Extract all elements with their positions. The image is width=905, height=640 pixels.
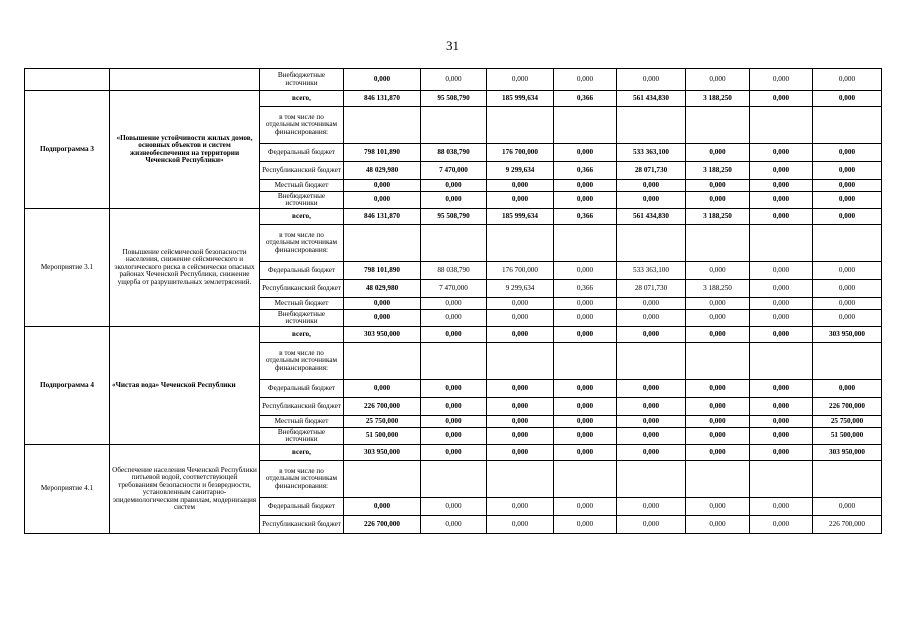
value-cell: 0,000 [421,310,487,327]
source-label: Республиканский бюджет [260,162,344,180]
budget-table-body [25,69,882,534]
value-cell: 0,000 [421,180,487,192]
source-label: Местный бюджет [260,180,344,192]
table-row [25,91,882,107]
value-cell: 0,000 [617,398,686,416]
value-cell: 0,000 [554,262,617,280]
value-cell: 561 434,830 [617,91,686,107]
value-cell: 0,000 [421,498,487,516]
value-cell: 0,000 [617,298,686,310]
value-cell: 0,000 [686,416,750,428]
value-cell [617,461,686,498]
value-cell [487,225,554,262]
source-label: Республиканский бюджет [260,280,344,298]
value-cell: 0,000 [487,192,554,209]
value-cell: 0,000 [617,445,686,461]
value-cell: 0,000 [344,192,421,209]
subprogram-description: «Повышение устойчивости жилых домов, основных объектов и систем жизнеобеспечения на территории Чеченской Республики» [110,91,260,209]
value-cell: 0,000 [686,262,750,280]
value-cell: 51 500,000 [813,428,882,445]
value-cell: 533 363,100 [617,144,686,162]
source-label: в том числе по отдельным источникам финансирования: [260,343,344,380]
value-cell: 846 131,870 [344,209,421,225]
value-cell: 0,000 [421,380,487,398]
value-cell: 0,000 [487,298,554,310]
value-cell: 0,000 [750,162,813,180]
value-cell: 0,000 [750,69,813,91]
value-cell: 28 071,730 [617,280,686,298]
value-cell: 0,000 [813,498,882,516]
value-cell: 0,000 [554,327,617,343]
value-cell: 95 508,790 [421,91,487,107]
value-cell: 303 950,000 [813,445,882,461]
value-cell: 226 700,000 [344,516,421,534]
value-cell: 0,000 [686,516,750,534]
value-cell: 28 071,730 [617,162,686,180]
value-cell: 48 029,980 [344,280,421,298]
value-cell: 0,000 [554,416,617,428]
source-label: Местный бюджет [260,416,344,428]
source-label: Внебюджетные источники [260,310,344,327]
value-cell: 0,000 [617,69,686,91]
value-cell: 0,000 [344,498,421,516]
value-cell: 0,000 [813,209,882,225]
value-cell: 0,000 [686,310,750,327]
value-cell: 0,000 [617,180,686,192]
value-cell: 0,000 [686,428,750,445]
value-cell [813,225,882,262]
value-cell: 0,000 [617,327,686,343]
source-label: Внебюджетные источники [260,69,344,91]
source-label: всего, [260,445,344,461]
value-cell: 0,000 [686,69,750,91]
value-cell: 226 700,000 [813,516,882,534]
value-cell [421,343,487,380]
source-label: всего, [260,327,344,343]
value-cell: 0,000 [487,498,554,516]
value-cell: 0,000 [750,310,813,327]
value-cell [421,225,487,262]
value-cell: 0,000 [750,209,813,225]
value-cell: 0,000 [813,180,882,192]
value-cell: 0,000 [617,310,686,327]
source-label: Федеральный бюджет [260,498,344,516]
value-cell: 0,000 [421,327,487,343]
budget-table [24,68,882,534]
value-cell [554,343,617,380]
value-cell: 0,000 [686,498,750,516]
source-label: Внебюджетные источники [260,192,344,209]
value-cell: 48 029,980 [344,162,421,180]
value-cell: 185 999,634 [487,209,554,225]
value-cell: 0,000 [686,380,750,398]
value-cell: 0,000 [554,69,617,91]
value-cell: 0,000 [421,416,487,428]
value-cell: 0,000 [487,310,554,327]
value-cell [750,461,813,498]
value-cell [554,107,617,144]
value-cell: 0,000 [617,192,686,209]
value-cell: 0,000 [487,69,554,91]
value-cell: 0,000 [617,516,686,534]
value-cell: 95 508,790 [421,209,487,225]
value-cell [344,107,421,144]
value-cell [686,343,750,380]
source-label: Федеральный бюджет [260,144,344,162]
value-cell: 303 950,000 [813,327,882,343]
source-label: всего, [260,91,344,107]
value-cell: 0,000 [813,144,882,162]
value-cell [554,461,617,498]
value-cell: 0,000 [554,428,617,445]
value-cell: 176 700,000 [487,262,554,280]
value-cell: 0,000 [750,144,813,162]
value-cell: 0,000 [813,380,882,398]
value-cell: 7 470,000 [421,280,487,298]
value-cell: 0,000 [686,144,750,162]
value-cell: 0,000 [617,416,686,428]
page-number: 31 [446,38,459,53]
value-cell: 0,000 [750,298,813,310]
value-cell: 176 700,000 [487,144,554,162]
value-cell: 0,000 [344,380,421,398]
value-cell: 88 038,790 [421,262,487,280]
value-cell: 0,000 [554,445,617,461]
value-cell: 0,000 [686,445,750,461]
value-cell: 0,000 [344,310,421,327]
value-cell: 0,366 [554,280,617,298]
measure-description: Обеспечение населения Чеченской Республики питьевой водой, соответствующей требованиям безопасности и безвредности, установленным санитарно-эпидемиологическим правилам, модернизация систем [110,445,260,534]
value-cell [686,107,750,144]
subprogram-label: Подпрограмма 4 [25,327,110,445]
value-cell: 0,000 [487,180,554,192]
value-cell: 0,000 [750,327,813,343]
value-cell: 0,000 [750,280,813,298]
value-cell: 0,000 [487,380,554,398]
value-cell: 51 500,000 [344,428,421,445]
value-cell: 303 950,000 [344,327,421,343]
value-cell: 0,000 [487,398,554,416]
value-cell: 0,366 [554,91,617,107]
value-cell: 0,000 [750,445,813,461]
value-cell: 9 299,634 [487,280,554,298]
value-cell: 0,000 [554,192,617,209]
value-cell: 0,000 [554,498,617,516]
value-cell: 25 750,000 [813,416,882,428]
value-cell [487,461,554,498]
value-cell [750,107,813,144]
value-cell [617,343,686,380]
table-row [25,327,882,343]
value-cell [750,225,813,262]
value-cell: 0,000 [686,180,750,192]
value-cell [487,343,554,380]
value-cell: 0,000 [813,280,882,298]
value-cell: 0,000 [750,416,813,428]
value-cell: 0,000 [750,180,813,192]
value-cell: 0,000 [750,192,813,209]
value-cell: 0,000 [421,298,487,310]
value-cell: 0,000 [554,398,617,416]
value-cell [813,461,882,498]
value-cell: 0,000 [686,398,750,416]
value-cell: 303 950,000 [344,445,421,461]
value-cell: 0,000 [750,498,813,516]
value-cell [344,461,421,498]
source-label: Республиканский бюджет [260,516,344,534]
value-cell: 561 434,830 [617,209,686,225]
value-cell [617,225,686,262]
table-row [25,69,882,91]
value-cell: 0,000 [750,91,813,107]
subprogram-label: Подпрограмма 3 [25,91,110,209]
value-cell: 0,000 [750,428,813,445]
value-cell [487,107,554,144]
value-cell [421,107,487,144]
value-cell: 0,000 [554,310,617,327]
value-cell: 0,000 [421,69,487,91]
source-label: всего, [260,209,344,225]
value-cell: 3 188,250 [686,209,750,225]
value-cell: 3 188,250 [686,280,750,298]
value-cell [813,343,882,380]
value-cell: 0,000 [344,298,421,310]
value-cell: 0,000 [686,298,750,310]
value-cell [617,107,686,144]
measure-label: Мероприятие 4.1 [25,445,110,534]
value-cell [750,343,813,380]
table-row [25,445,882,461]
empty-cell [25,69,110,91]
value-cell: 9 299,634 [487,162,554,180]
empty-cell [110,69,260,91]
value-cell: 0,000 [421,192,487,209]
value-cell: 0,000 [813,162,882,180]
value-cell: 226 700,000 [344,398,421,416]
value-cell: 0,000 [487,428,554,445]
source-label: в том числе по отдельным источникам финансирования: [260,461,344,498]
value-cell: 0,000 [813,262,882,280]
value-cell: 0,000 [421,445,487,461]
value-cell: 185 999,634 [487,91,554,107]
measure-description: Повышение сейсмической безопасности населения, снижение сейсмического и экологического риска в сейсмически опасных районах Чеченской Республики, снижение ущерба от разрушительных землетрясений. [110,209,260,327]
value-cell: 0,000 [554,180,617,192]
value-cell [421,461,487,498]
value-cell: 0,000 [487,516,554,534]
value-cell: 0,000 [617,380,686,398]
value-cell: 0,000 [813,192,882,209]
value-cell: 0,000 [686,192,750,209]
source-label: Местный бюджет [260,298,344,310]
value-cell: 0,000 [344,69,421,91]
value-cell [686,461,750,498]
value-cell: 0,000 [750,398,813,416]
source-label: Федеральный бюджет [260,380,344,398]
value-cell: 3 188,250 [686,91,750,107]
value-cell: 0,000 [813,298,882,310]
value-cell: 88 038,790 [421,144,487,162]
value-cell: 25 750,000 [344,416,421,428]
value-cell: 0,000 [813,69,882,91]
value-cell: 0,000 [344,180,421,192]
value-cell: 0,000 [554,298,617,310]
value-cell: 798 101,890 [344,262,421,280]
value-cell: 0,000 [813,91,882,107]
source-label: Внебюджетные источники [260,428,344,445]
measure-label: Мероприятие 3.1 [25,209,110,327]
value-cell: 0,000 [421,516,487,534]
value-cell [686,225,750,262]
value-cell: 0,000 [487,327,554,343]
value-cell: 0,000 [750,262,813,280]
value-cell: 0,000 [554,516,617,534]
value-cell: 0,366 [554,209,617,225]
value-cell: 0,000 [554,144,617,162]
value-cell: 7 470,000 [421,162,487,180]
value-cell: 0,000 [813,310,882,327]
value-cell: 798 101,890 [344,144,421,162]
value-cell [344,225,421,262]
source-label: в том числе по отдельным источникам финансирования: [260,225,344,262]
value-cell: 846 131,870 [344,91,421,107]
table-row [25,209,882,225]
value-cell: 0,000 [487,416,554,428]
source-label: Республиканский бюджет [260,398,344,416]
source-label: Федеральный бюджет [260,262,344,280]
subprogram-description: «Чистая вода» Чеченской Республики [110,327,260,445]
value-cell: 0,000 [421,398,487,416]
value-cell: 3 188,250 [686,162,750,180]
value-cell [554,225,617,262]
value-cell [813,107,882,144]
value-cell: 0,000 [617,428,686,445]
value-cell: 0,000 [554,380,617,398]
value-cell: 0,000 [421,428,487,445]
value-cell: 533 363,100 [617,262,686,280]
value-cell: 0,000 [750,380,813,398]
value-cell [344,343,421,380]
value-cell: 0,000 [487,445,554,461]
value-cell: 226 700,000 [813,398,882,416]
value-cell: 0,000 [617,498,686,516]
value-cell: 0,000 [686,327,750,343]
value-cell: 0,366 [554,162,617,180]
value-cell: 0,000 [750,516,813,534]
source-label: в том числе по отдельным источникам финансирования: [260,107,344,144]
